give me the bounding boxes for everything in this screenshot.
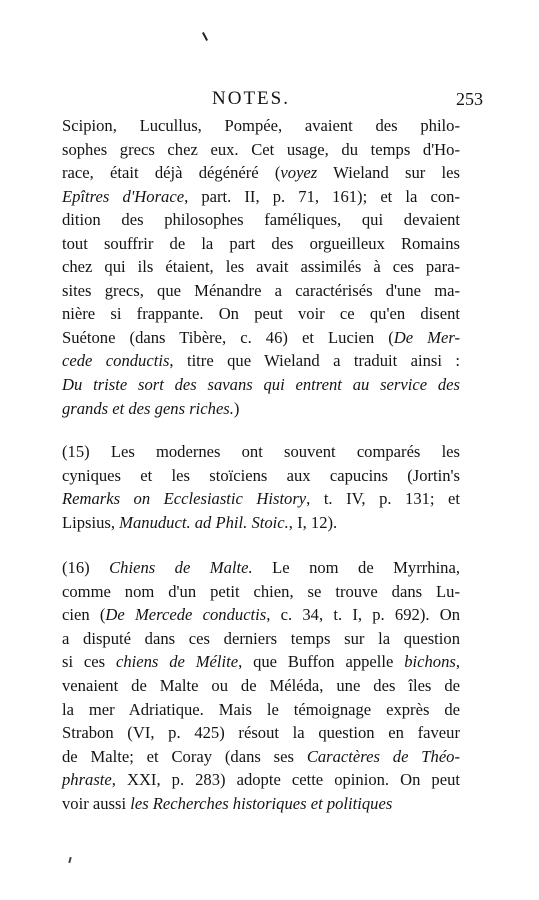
italic-run: cede conductis [62, 351, 170, 371]
text-line [62, 511, 460, 535]
text-run: a disputé dans ces derniers temps sur la question [62, 628, 460, 648]
text-run: la mer Adriatique. Mais le témoignage exprès de [62, 699, 460, 719]
text-run: sites grecs, que Ménandre a caractérisés d'une ma- [62, 280, 460, 300]
text-line [62, 674, 460, 698]
italic-run: bichons [404, 652, 456, 672]
text-run: , c. 34, t. I, p. 692). On [266, 605, 461, 625]
text-line [62, 138, 460, 162]
notes-body [62, 114, 460, 815]
text-run: (15) Les modernes ont souvent comparés les [62, 442, 460, 462]
text-run: Lipsius, [62, 512, 120, 532]
text-run: Strabon (VI, p. 425) résout la question en faveur [62, 723, 460, 743]
text-run: , [455, 652, 460, 672]
italic-run: Chiens de Malte. [109, 558, 253, 578]
text-line [62, 326, 460, 350]
text-run: , que Buffon appelle [238, 652, 405, 672]
text-run: chez qui ils étaient, les avait assimilés à ces para- [62, 257, 460, 277]
text-line [62, 464, 460, 488]
italic-run: phraste [62, 770, 112, 790]
text-line [62, 349, 460, 373]
text-run: venaient de Malte ou de Méléda, une des îles de [62, 676, 460, 696]
text-run: Suétone (dans Tibère, c. 46) et Lucien ( [62, 327, 394, 347]
text-run: voir aussi [62, 793, 131, 813]
text-line [62, 745, 460, 769]
text-run: race, était déjà dégénéré ( [62, 163, 281, 183]
text-line [62, 556, 460, 580]
italic-run: chiens de Mélite [115, 652, 239, 672]
text-line [62, 698, 460, 722]
text-run: nière si frappante. On peut voir ce qu'en disent [62, 304, 460, 324]
text-run: de Malte; et Coray (dans ses [62, 746, 307, 766]
text-line [62, 440, 460, 464]
italic-run: De Mercede conductis [105, 605, 267, 625]
note-paragraph [62, 440, 460, 534]
text-run: , part. II, p. 71, 161); et la con- [184, 186, 461, 206]
text-line [62, 208, 460, 232]
note-paragraph [62, 556, 460, 815]
ink-speck [68, 857, 71, 863]
text-line [62, 792, 460, 816]
text-line [62, 721, 460, 745]
text-run: cien ( [62, 605, 106, 625]
text-run: Wieland sur les [317, 163, 460, 183]
text-line [62, 627, 460, 651]
ink-speck [202, 32, 208, 41]
text-line [62, 397, 460, 421]
text-line [62, 161, 460, 185]
text-line [62, 255, 460, 279]
text-line [62, 580, 460, 604]
running-header [0, 88, 539, 114]
note-paragraph [62, 114, 460, 420]
text-run: Le nom de Myrrhina, [252, 558, 460, 578]
text-line [62, 114, 460, 138]
italic-run: grands et des gens riches. [62, 398, 234, 418]
page-number: 253 [456, 89, 483, 109]
text-line [62, 650, 460, 674]
italic-run: De Mer- [393, 327, 460, 347]
italic-run: Du triste sort des savans qui entrent au service des [62, 375, 460, 395]
text-run: tout souffrir de la part des orgueilleux Romains [62, 233, 460, 253]
text-run: si ces [62, 652, 116, 672]
text-run: cyniques et les stoïciens aux capucins (Jortin's [62, 465, 460, 485]
paragraph-gap [62, 420, 460, 440]
text-run: , I, 12). [288, 512, 338, 532]
text-line [62, 302, 460, 326]
text-run: (16) [62, 558, 110, 578]
text-run: sophes grecs chez eux. Cet usage, du temps d'Ho- [62, 139, 460, 159]
text-run: comme nom d'un petit chien, se trouve dans Lu- [62, 581, 460, 601]
italic-run: Manuduct. ad Phil. Stoic. [119, 512, 289, 532]
italic-run: Caractères de Théo- [306, 746, 461, 766]
italic-run: voyez [280, 163, 318, 183]
paragraph-gap [62, 534, 460, 556]
text-line [62, 232, 460, 256]
text-run: , t. IV, p. 131; et [306, 489, 460, 509]
italic-run: Epîtres d'Horace [62, 186, 185, 206]
text-line [62, 603, 460, 627]
text-run: , titre que Wieland a traduit ainsi : [169, 351, 460, 371]
text-run: , XXI, p. 283) adopte cette opinion. On peut [111, 770, 460, 790]
text-line [62, 373, 460, 397]
text-line [62, 487, 460, 511]
text-line [62, 279, 460, 303]
text-line [62, 185, 460, 209]
text-run: Scipion, Lucullus, Pompée, avaient des philo- [62, 116, 460, 135]
text-run: ) [233, 398, 240, 418]
running-title: NOTES. [212, 88, 290, 109]
text-line [62, 768, 460, 792]
italic-run: les Recherches historiques et politiques [130, 793, 393, 813]
italic-run: Remarks on Ecclesiastic History [62, 489, 307, 509]
text-run: dition des philosophes faméliques, qui devaient [62, 210, 460, 230]
